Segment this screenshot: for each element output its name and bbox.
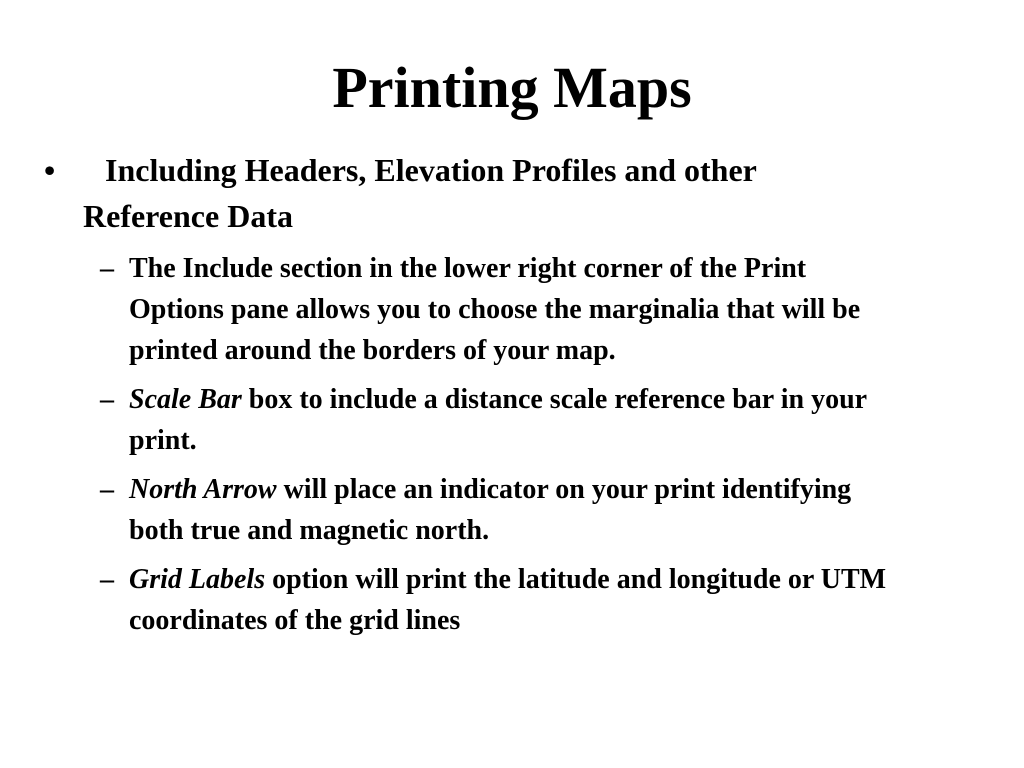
sub-bullet-grid-labels (100, 559, 890, 641)
sub-bullet-text: The Include section in the lower right corner of the Print Options pane allows you to choose the marginalia that will be printed around the borders of your map. (129, 253, 861, 366)
bullet-marker: • (44, 152, 56, 188)
sub-bullet-text: box to include a distance scale reference bar in your print. (129, 384, 867, 456)
main-bullet (44, 147, 844, 239)
sub-bullet-term: North Arrow (129, 474, 277, 505)
slide-title: Printing Maps (332, 55, 692, 120)
dash-marker: – (100, 384, 114, 415)
dash-marker: – (100, 253, 114, 284)
sub-bullet-term: Scale Bar (129, 384, 242, 415)
sub-bullet-north-arrow (100, 469, 890, 551)
sub-bullet-text: option will print the latitude and longitude or UTM coordinates of the grid lines (129, 564, 887, 636)
sub-bullet-include-section (100, 248, 890, 371)
dash-marker: – (100, 474, 114, 505)
dash-marker: – (100, 564, 114, 595)
sub-bullet-scale-bar (100, 379, 890, 461)
main-bullet-text: Including Headers, Elevation Profiles and other Reference Data (83, 152, 757, 234)
sub-bullet-term: Grid Labels (129, 564, 266, 595)
sub-bullet-text: will place an indicator on your print identifying both true and magnetic north. (129, 474, 852, 546)
sub-bullet-list (100, 248, 890, 649)
